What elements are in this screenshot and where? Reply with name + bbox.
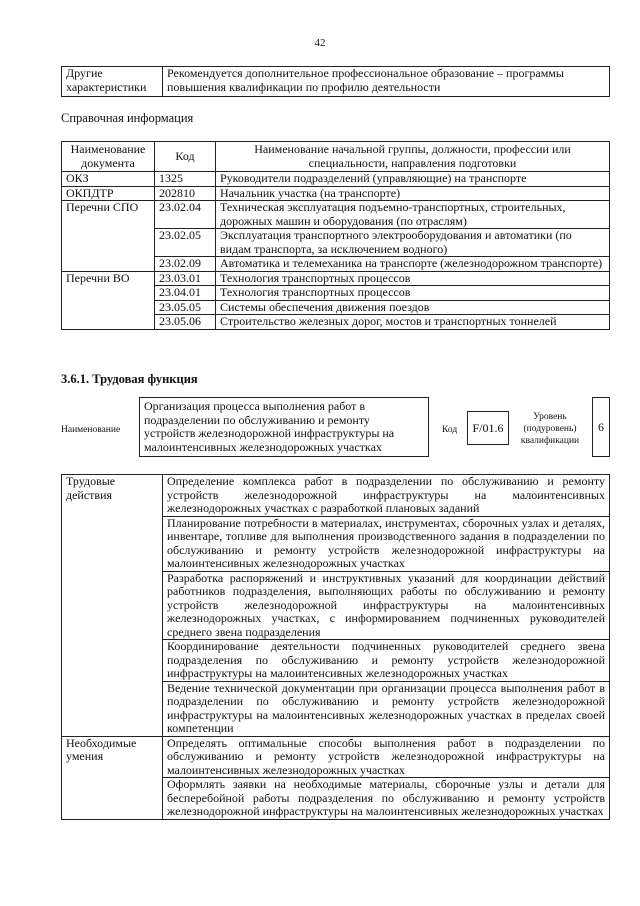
table-row — [62, 475, 610, 517]
ref-name: Технология транспортных процессов — [216, 286, 610, 301]
function-level-label: Уровень (подуровень) квалификации — [520, 412, 580, 446]
action-item: Планирование потребности в материалах, инструментах, сборочных узлах и деталях, инвентаре, топливе для выполнения производственного задания в подразделении по обслуживанию и ремонту устройств железнодорожной инфраструктуры на малоинтенсивных железнодорожных участках — [163, 516, 610, 571]
header-document: Наименование документа — [62, 142, 155, 172]
action-item: Разработка распоряжений и инструктивных указаний для координации действий работников подразделения, выполняющих работы по обслуживанию и ремонту устройств железнодорожной инфраструктуры на малоинтенсивных железнодорожных участках, с информированием подчиненных руководителей среднего звена подразделения — [163, 571, 610, 640]
ref-name: Системы обеспечения движения поездов — [216, 300, 610, 315]
ref-doc: ОКЗ — [62, 172, 155, 187]
ref-name: Технология транспортных процессов — [216, 271, 610, 286]
other-text: Рекомендуется дополнительное профессиональное образование – программы повышения квалификации по профилю деятельности — [163, 67, 610, 97]
ref-doc: Перечни СПО — [62, 201, 155, 272]
action-item: Ведение технической документации при организации процесса выполнения работ в подразделении по обслуживанию и ремонту устройств железнодорожной инфраструктуры на малоинтенсивных железнодорожных участках в пределах своей компетенции — [163, 681, 610, 736]
function-heading: 3.6.1. Трудовая функция — [61, 372, 198, 386]
skill-item: Определять оптимальные способы выполнения работ в подразделении по обслуживанию и ремонту устройств железнодорожной инфраструктуры на малоинтенсивных железнодорожных участках — [163, 736, 610, 778]
table-row — [62, 172, 610, 187]
function-header — [61, 397, 610, 461]
ref-name: Автоматика и телемеханика на транспорте (железнодорожном транспорте) — [216, 257, 610, 272]
ref-name: Начальник участка (на транспорте) — [216, 186, 610, 201]
function-code-label: Код — [442, 425, 458, 435]
ref-name: Техническая эксплуатация подъемно-транспортных, строительных, дорожных машин и оборудования (по отраслям) — [216, 201, 610, 229]
reference-title: Справочная информация — [61, 111, 194, 125]
function-name-label: Наименование — [61, 425, 121, 435]
ref-doc: Перечни ВО — [62, 271, 155, 329]
header-code: Код — [155, 142, 216, 172]
skills-label: Необходимые умения — [62, 736, 163, 819]
header-name: Наименование начальной группы, должности, профессии или специальности, направления подготовки — [216, 142, 610, 172]
other-characteristics-table — [61, 66, 610, 97]
ref-name: Эксплуатация транспортного электрооборудования и автоматики (по видам транспорта, за исключением водного) — [216, 229, 610, 257]
page-number: 42 — [314, 37, 326, 49]
table-row — [62, 67, 610, 97]
ref-code: 23.02.04 — [155, 201, 216, 229]
ref-code: 23.04.01 — [155, 286, 216, 301]
ref-code: 23.03.01 — [155, 271, 216, 286]
function-name: Организация процесса выполнения работ в подразделении по обслуживанию и ремонту устройств железнодорожной инфраструктуры на малоинтенсивных железнодорожных участках — [139, 397, 429, 457]
ref-code: 23.02.05 — [155, 229, 216, 257]
skill-item: Оформлять заявки на необходимые материалы, сборочные узлы и детали для бесперебойной работы подразделения по обслуживанию и ремонту устройств железнодорожной инфраструктуры на малоинтенсивных железнодорожных участках — [163, 778, 610, 820]
action-item: Определение комплекса работ в подразделении по обслуживанию и ремонту устройств железнодорожной инфраструктуры на малоинтенсивных железнодорожных участках с разработкой плановых заданий — [163, 475, 610, 517]
action-item: Координирование деятельности подчиненных руководителей среднего звена подразделения по обслуживанию и ремонту устройств железнодорожной инфраструктуры на малоинтенсивных железнодорожных участках — [163, 640, 610, 682]
function-code: F/01.6 — [467, 411, 509, 445]
ref-name: Строительство железных дорог, мостов и транспортных тоннелей — [216, 315, 610, 330]
table-row — [62, 201, 610, 229]
other-label: Другие характеристики — [62, 67, 163, 97]
ref-doc: ОКПДТР — [62, 186, 155, 201]
ref-name: Руководители подразделений (управляющие) на транспорте — [216, 172, 610, 187]
reference-header-row — [62, 142, 610, 172]
table-row — [62, 271, 610, 286]
ref-code: 23.05.05 — [155, 300, 216, 315]
actions-label: Трудовые действия — [62, 475, 163, 737]
table-row — [62, 186, 610, 201]
ref-code: 1325 — [155, 172, 216, 187]
reference-table — [61, 141, 610, 330]
ref-code: 23.05.06 — [155, 315, 216, 330]
actions-skills-table — [61, 474, 610, 820]
ref-code: 23.02.09 — [155, 257, 216, 272]
ref-code: 202810 — [155, 186, 216, 201]
function-level: 6 — [592, 397, 610, 457]
table-row — [62, 736, 610, 778]
